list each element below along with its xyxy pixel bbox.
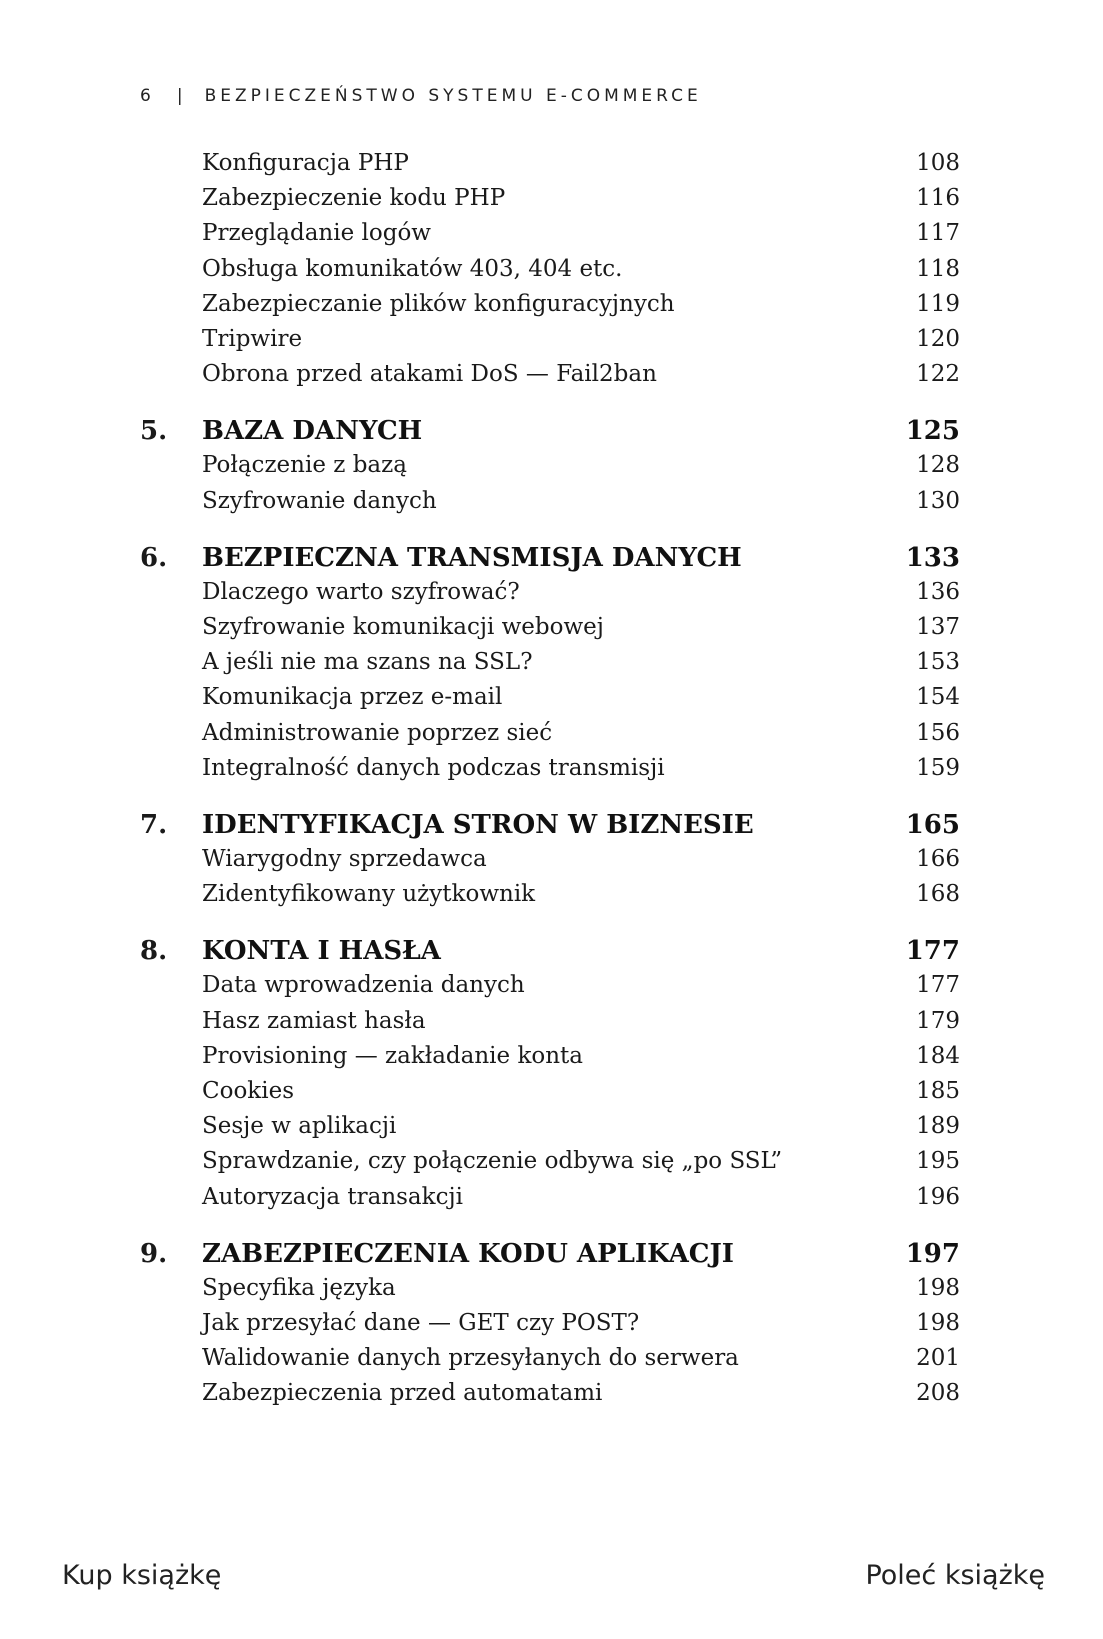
entry-title: Dlaczego warto szyfrować? [202,579,520,605]
running-header [140,86,702,106]
page-reference: 185 [916,1078,960,1104]
page-reference: 201 [916,1345,960,1371]
toc-entry-row [0,150,1103,186]
toc-entry-row [0,256,1103,292]
page-reference: 120 [916,326,960,352]
page-reference: 156 [916,720,960,746]
toc-entry-row [0,1078,1103,1114]
toc-chapter-row [0,936,1103,972]
header-separator: | [176,86,183,106]
entry-title: Szyfrowanie komunikacji webowej [202,614,604,640]
toc-entry-row [0,1380,1103,1416]
page-reference: 198 [916,1310,960,1336]
toc-entry-row [0,488,1103,524]
toc-entry-row [0,185,1103,221]
page-reference: 119 [916,291,960,317]
toc-entry-row [0,220,1103,256]
page-reference: 196 [916,1184,960,1210]
recommend-book-link[interactable]: Poleć książkę [865,1560,1045,1591]
page-reference: 116 [916,185,960,211]
entry-title: Wiarygodny sprzedawca [202,846,487,872]
page-reference: 154 [916,684,960,710]
toc-entry-row [0,579,1103,615]
page-reference: 159 [916,755,960,781]
entry-title: Obsługa komunikatów 403, 404 etc. [202,256,623,282]
chapter-number: 7. [140,810,168,840]
entry-title: Sprawdzanie, czy połączenie odbywa się „po SSL” [202,1148,783,1174]
entry-title: Komunikacja przez e-mail [202,684,503,710]
toc-entry-row [0,881,1103,917]
page-reference: 208 [916,1380,960,1406]
chapter-title: BAZA DANYCH [202,416,423,446]
toc-entry-row [0,1113,1103,1149]
page-reference: 122 [916,361,960,387]
toc-entry-row [0,361,1103,397]
entry-title: Obrona przed atakami DoS — Fail2ban [202,361,657,387]
buy-book-link[interactable]: Kup książkę [62,1560,222,1591]
page-reference: 184 [916,1043,960,1069]
chapter-title: BEZPIECZNA TRANSMISJA DANYCH [202,543,742,573]
book-title: BEZPIECZEŃSTWO SYSTEMU E-COMMERCE [204,86,702,106]
entry-title: Walidowanie danych przesyłanych do serwera [202,1345,739,1371]
toc-entry-row [0,755,1103,791]
page-reference: 130 [916,488,960,514]
entry-title: Przeglądanie logów [202,220,431,246]
page-reference: 189 [916,1113,960,1139]
entry-title: Administrowanie poprzez sieć [202,720,553,746]
chapter-number: 8. [140,936,168,966]
page-reference: 177 [916,972,960,998]
page-reference: 133 [905,543,960,573]
page-reference: 198 [916,1275,960,1301]
toc-chapter-row [0,416,1103,452]
toc-entry-row [0,846,1103,882]
page-reference: 195 [916,1148,960,1174]
page-reference: 117 [916,220,960,246]
toc-entry-row [0,452,1103,488]
toc-entry-row [0,291,1103,327]
toc-chapter-row [0,1239,1103,1275]
entry-title: Sesje w aplikacji [202,1113,397,1139]
entry-title: Data wprowadzenia danych [202,972,525,998]
toc-entry-row [0,684,1103,720]
entry-title: Tripwire [202,326,303,352]
entry-title: Połączenie z bazą [202,452,407,478]
toc-entry-row [0,326,1103,362]
toc-entry-row [0,1148,1103,1184]
page-reference: 197 [905,1239,960,1269]
page-reference: 153 [916,649,960,675]
toc-entry-row [0,614,1103,650]
entry-title: Zidentyfikowany użytkownik [202,881,536,907]
entry-title: Konfiguracja PHP [202,150,409,176]
toc-entry-row [0,1345,1103,1381]
page-reference: 137 [916,614,960,640]
entry-title: Hasz zamiast hasła [202,1008,426,1034]
entry-title: Specyfika języka [202,1275,396,1301]
entry-title: Szyfrowanie danych [202,488,437,514]
chapter-number: 6. [140,543,168,573]
chapter-number: 9. [140,1239,168,1269]
chapter-title: ZABEZPIECZENIA KODU APLIKACJI [202,1239,734,1269]
chapter-title: IDENTYFIKACJA STRON W BIZNESIE [202,810,754,840]
toc-chapter-row [0,543,1103,579]
page-reference: 166 [916,846,960,872]
page-number: 6 [140,86,155,106]
toc-entry-row [0,720,1103,756]
page-reference: 165 [905,810,960,840]
entry-title: Cookies [202,1078,294,1104]
entry-title: Integralność danych podczas transmisji [202,755,665,781]
page-reference: 118 [916,256,960,282]
toc-entry-row [0,649,1103,685]
entry-title: Autoryzacja transakcji [202,1184,463,1210]
toc-entry-row [0,1184,1103,1220]
entry-title: Zabezpieczenia przed automatami [202,1380,603,1406]
toc-entry-row [0,1310,1103,1346]
toc-entry-row [0,1008,1103,1044]
page-reference: 108 [916,150,960,176]
entry-title: Zabezpieczenie kodu PHP [202,185,506,211]
chapter-number: 5. [140,416,168,446]
page-reference: 125 [905,416,960,446]
page-reference: 128 [916,452,960,478]
toc-entry-row [0,1043,1103,1079]
page-reference: 177 [905,936,960,966]
toc-entry-row [0,1275,1103,1311]
toc-chapter-row [0,810,1103,846]
entry-title: Jak przesyłać dane — GET czy POST? [202,1310,640,1336]
toc-entry-row [0,972,1103,1008]
entry-title: Provisioning — zakładanie konta [202,1043,584,1069]
page-reference: 168 [916,881,960,907]
page-reference: 136 [916,579,960,605]
page-reference: 179 [916,1008,960,1034]
chapter-title: KONTA I HASŁA [202,936,441,966]
entry-title: A jeśli nie ma szans na SSL? [202,649,533,675]
entry-title: Zabezpieczanie plików konfiguracyjnych [202,291,675,317]
